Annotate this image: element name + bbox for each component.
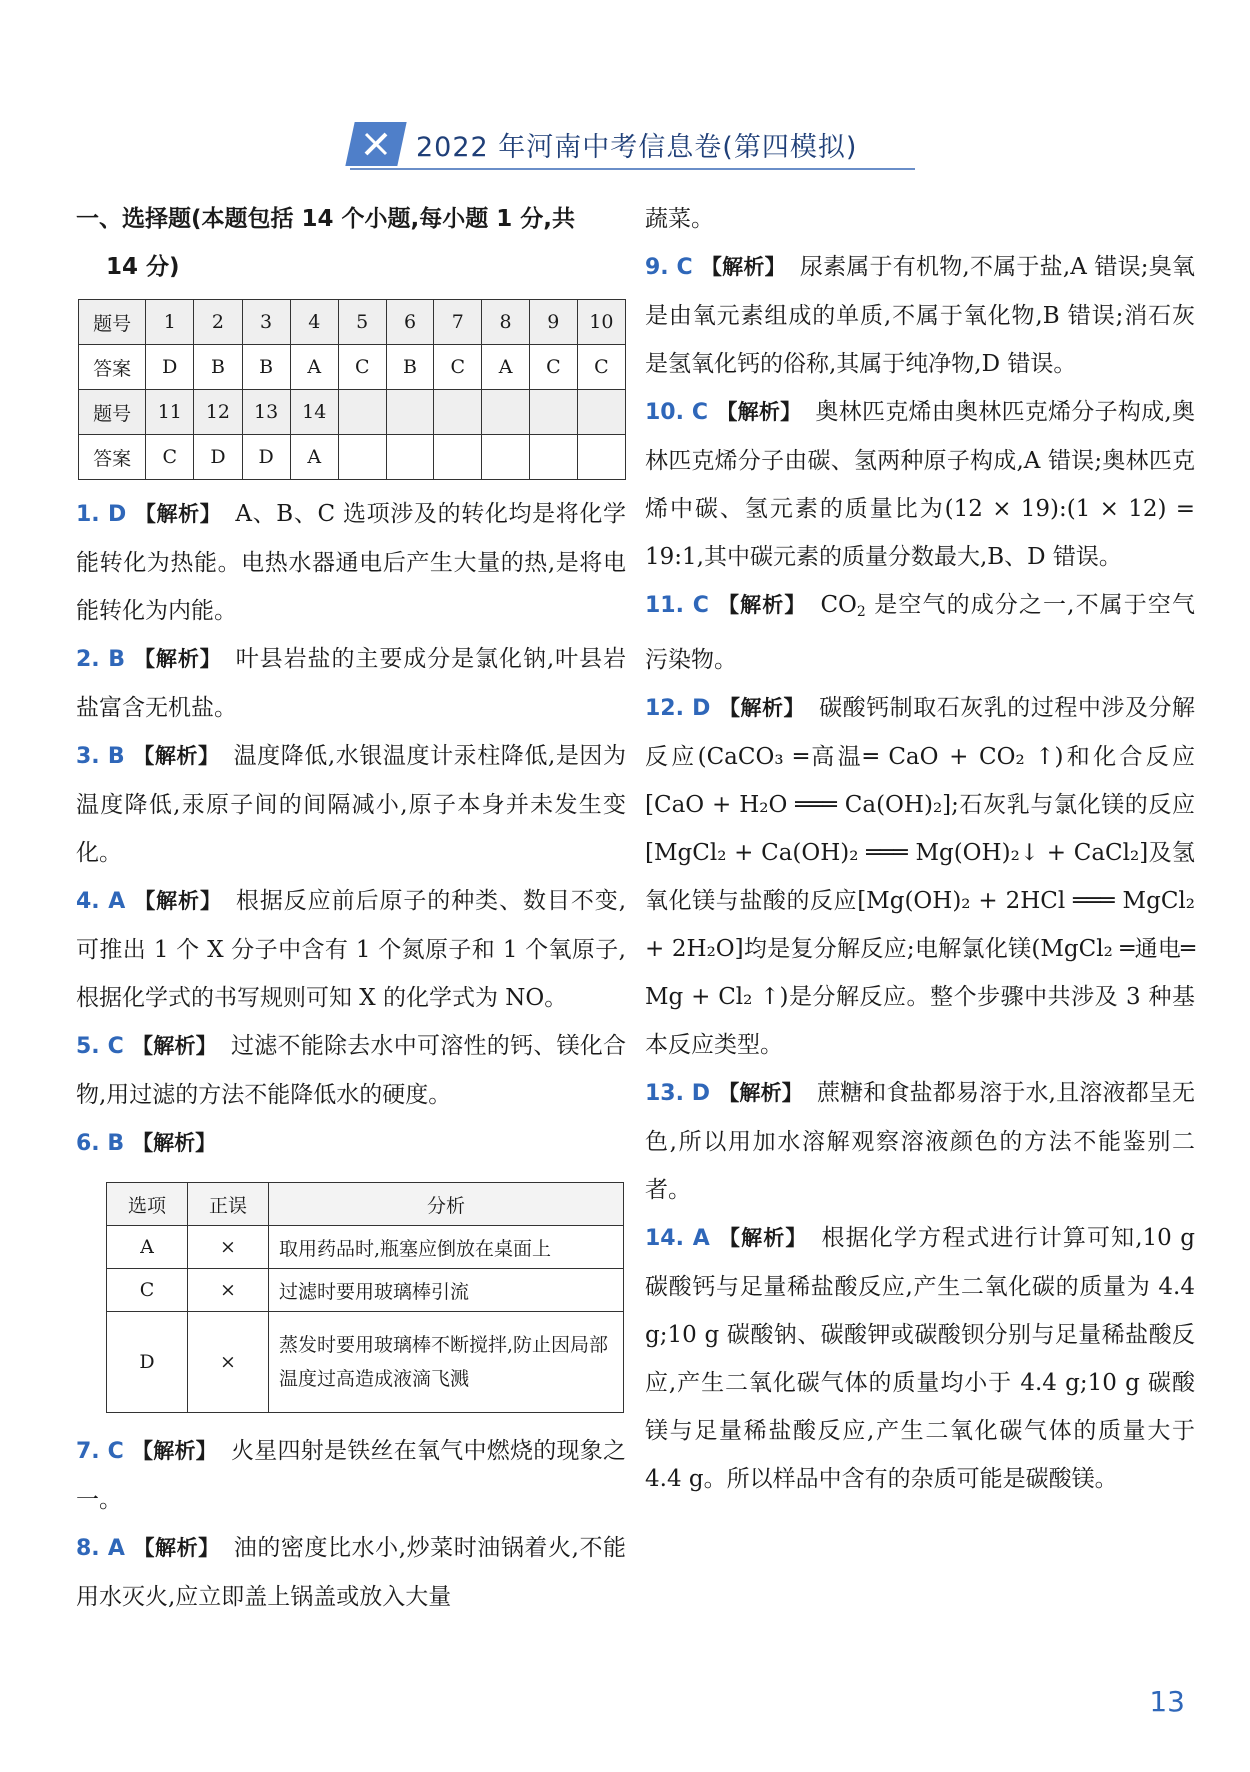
answer-table-row: 答案 D B B A C B C A C C <box>79 345 626 390</box>
analysis-table <box>106 1182 624 1413</box>
answer-item-8-cont: 蔬菜。 <box>645 206 714 232</box>
answer-table <box>78 299 626 480</box>
answer-table-row: 题号 11 12 13 14 <box>79 390 626 435</box>
answer-item-3: 3. B 【解析】 温度降低,水银温度计汞柱降低,是因为温度降低,汞原子间的间隔减小,原子本身并未发生变化。 <box>76 743 627 866</box>
page-number: 13 <box>1149 1685 1185 1718</box>
answer-item-6: 6. B 【解析】 <box>76 1131 217 1156</box>
answer-item-2: 2. B 【解析】 叶县岩盐的主要成分是氯化钠,叶县岩盐富含无机盐。 <box>76 646 627 721</box>
right-column <box>645 195 1195 1503</box>
answer-item-8: 8. A 【解析】 油的密度比水小,炒菜时油锅着火,不能用水灭火,应立即盖上锅盖或放入大量 <box>76 1535 627 1610</box>
answer-table-row: 题号 1 2 3 4 5 6 7 8 9 10 <box>79 300 626 345</box>
answer-item-14: 14. A 【解析】 根据化学方程式进行计算可知,10 g 碳酸钙与足量稀盐酸反应,产生二氧化碳的质量为 4.4 g;10 g 碳酸钠、碳酸钾或碳酸钡分别与足量稀盐酸反应,产生二氧化碳气体的质量均小于 4.4 g;10 g 碳酸镁与足量稀盐酸反应,产生二氧化碳气体的质量大于 4.4 g。所以样品中含有的杂质可能是碳酸镁。 <box>645 1225 1195 1492</box>
answer-item-9: 9. C 【解析】 尿素属于有机物,不属于盐,A 错误;臭氧是由氧元素组成的单质,不属于氧化物,B 错误;消石灰是氢氧化钙的俗称,其属于纯净物,D 错误。 <box>645 254 1195 377</box>
answer-table-row: 答案 C D D A <box>79 435 626 480</box>
answer-item-13: 13. D 【解析】 蔗糖和食盐都易溶于水,且溶液都呈无色,所以用加水溶解观察溶液颜色的方法不能鉴别二者。 <box>645 1080 1195 1203</box>
answer-item-10: 10. C 【解析】 奥林匹克烯由奥林匹克烯分子构成,奥林匹克烯分子由碳、氢两种原子构成,A 错误;奥林匹克烯中碳、氢元素的质量比为(12 × 19):(1 × 12) = 19:1,其中碳元素的质量分数最大,B、D 错误。 <box>645 399 1195 570</box>
title-banner <box>350 120 915 170</box>
section-title: 一、选择题(本题包括 14 个小题,每小题 1 分,共 <box>76 206 576 232</box>
pen-ruler-icon <box>345 122 406 166</box>
analysis-table-row: D × 蒸发时要用玻璃棒不断搅拌,防止因局部温度过高造成液滴飞溅 <box>107 1312 624 1413</box>
answer-item-11: 11. C 【解析】 $CO_2$ 是空气的成分之一,不属于空气污染物。 <box>645 592 1196 673</box>
answer-item-4: 4. A 【解析】 根据反应前后原子的种类、数目不变,可推出 1 个 X 分子中含有 1 个氮原子和 1 个氧原子,根据化学式的书写规则可知 X 的化学式为 NO。 <box>76 888 627 1011</box>
analysis-table-row: C × 过滤时要用玻璃棒引流 <box>107 1269 624 1312</box>
left-column <box>76 195 626 1621</box>
analysis-table-row: A × 取用药品时,瓶塞应倒放在桌面上 <box>107 1226 624 1269</box>
analysis-table-header: 选项 正误 分析 <box>107 1183 624 1226</box>
answer-item-12: 12. D 【解析】 碳酸钙制取石灰乳的过程中涉及分解反应(CaCO₃ ═高温═ CaO + CO₂ ↑)和化合反应[CaO + H₂O ═══ Ca(OH)₂];石灰乳与氯化镁的反应[MgCl₂ + Ca(OH)₂ ═══ Mg(OH)₂↓ + CaCl₂]及氢氧化镁与盐酸的反应[Mg(OH)₂ + 2HCl ═══ MgCl₂ + 2H₂O]均是复分解反应;电解氯化镁(MgCl₂ ═通电═ Mg + Cl₂ ↑)是分解反应。整个步骤中共涉及 3 种基本反应类型。 <box>645 695 1196 1058</box>
answer-item-5: 5. C 【解析】 过滤不能除去水中可溶性的钙、镁化合物,用过滤的方法不能降低水的硬度。 <box>76 1033 627 1108</box>
answer-item-7: 7. C 【解析】 火星四射是铁丝在氧气中燃烧的现象之一。 <box>76 1438 627 1513</box>
page-title: 2022 年河南中考信息卷(第四模拟) <box>416 131 858 163</box>
section-title-cont: 14 分) <box>106 254 180 280</box>
answer-item-1: 1. D 【解析】 A、B、C 选项涉及的转化均是将化学能转化为热能。电热水器通电后产生大量的热,是将电能转化为内能。 <box>76 501 627 624</box>
